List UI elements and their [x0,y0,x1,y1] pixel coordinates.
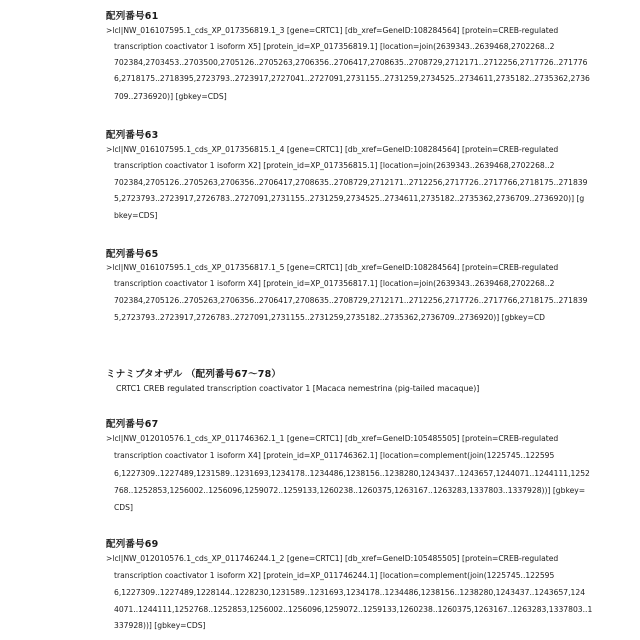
sequence-line: transcription coactivator 1 isoform X2] [protein_id=XP_011746244.1] [location=complement(join(1225745..122595 [114,571,554,581]
sequence-line: 6,1227309..1227489,1228144..1228230,1231589..1231693,1234178..1234486,1238156..1238280,1243437..1243657,124 [114,588,585,598]
sequence-line: transcription coactivator 1 isoform X5] [protein_id=XP_017356819.1] [location=join(2639343..2639468,2702268..2 [114,42,554,52]
sequence-line: 6,2718175..2718395,2723793..2723917,2727041..2727091,2731155..2731259,2734525..2734611,2735182..2735362,2736 [114,74,590,84]
sequence-heading-67: 配列番号67 [106,416,158,430]
sequence-line: 702384,2705126..2705263,2706356..2706417,2708635..2708729,2712171..2712256,2717726..2717766,2718175..271839 [114,178,587,188]
sequence-line: transcription coactivator 1 isoform X4] [protein_id=XP_017356817.1] [location=join(2639343..2639468,2702268..2 [114,279,554,289]
species-description: CRTC1 CREB regulated transcription coactivator 1 [Macaca nemestrina (pig-tailed macaque)] [116,384,479,393]
species-heading: ミナミブタオザル （配列番号67～78） [106,366,281,380]
sequence-line: CDS] [114,503,133,513]
sequence-heading-65: 配列番号65 [106,246,158,260]
sequence-line: >lcl|NW_016107595.1_cds_XP_017356817.1_5 [gene=CRTC1] [db_xref=GeneID:108284564] [protein=CREB-regulated [106,263,558,273]
sequence-heading-61: 配列番号61 [106,8,158,22]
sequence-line: >lcl|NW_016107595.1_cds_XP_017356819.1_3 [gene=CRTC1] [db_xref=GeneID:108284564] [protein=CREB-regulated [106,26,558,36]
sequence-line: 6,1227309..1227489,1231589..1231693,1234178..1234486,1238156..1238280,1243437..1243657,1244071..1244111,1252 [114,469,590,479]
sequence-line: 4071..1244111,1252768..1252853,1256002..1256096,1259072..1259133,1260238..1260375,1263167..1263283,1337803..1 [114,605,592,615]
sequence-line: >lcl|NW_016107595.1_cds_XP_017356815.1_4 [gene=CRTC1] [db_xref=GeneID:108284564] [protein=CREB-regulated [106,145,558,155]
sequence-line: transcription coactivator 1 isoform X2] [protein_id=XP_017356815.1] [location=join(2639343..2639468,2702268..2 [114,161,554,171]
sequence-line: 768..1252853,1256002..1256096,1259072..1259133,1260238..1260375,1263167..1263283,1337803..1337928))] [gbkey= [114,486,585,496]
sequence-line: transcription coactivator 1 isoform X4] [protein_id=XP_011746362.1] [location=complement(join(1225745..122595 [114,451,554,461]
sequence-line: 5,2723793..2723917,2726783..2727091,2731155..2731259,2734525..2734611,2735182..2735362,2736709..2736920)] [g [114,194,584,204]
sequence-line: 702384,2705126..2705263,2706356..2706417,2708635..2708729,2712171..2712256,2717726..2717766,2718175..271839 [114,296,587,306]
sequence-line: bkey=CDS] [114,211,157,221]
document-page [0,0,640,640]
sequence-line: >lcl|NW_012010576.1_cds_XP_011746244.1_2 [gene=CRTC1] [db_xref=GeneID:105485505] [protein=CREB-regulated [106,554,558,564]
sequence-heading-69: 配列番号69 [106,536,158,550]
sequence-line: 709..2736920)] [gbkey=CDS] [114,92,227,102]
sequence-line: 702384,2703453..2703500,2705126..2705263,2706356..2706417,2708635..2708729,2712171..2712256,2717726..271776 [114,58,587,68]
sequence-heading-63: 配列番号63 [106,127,158,141]
sequence-line: 5,2723793..2723917,2726783..2727091,2731155..2731259,2735182..2735362,2736709..2736920)] [gbkey=CD [114,313,545,323]
sequence-line: 337928))] [gbkey=CDS] [114,621,205,631]
sequence-line: >lcl|NW_012010576.1_cds_XP_011746362.1_1 [gene=CRTC1] [db_xref=GeneID:105485505] [protein=CREB-regulated [106,434,558,444]
